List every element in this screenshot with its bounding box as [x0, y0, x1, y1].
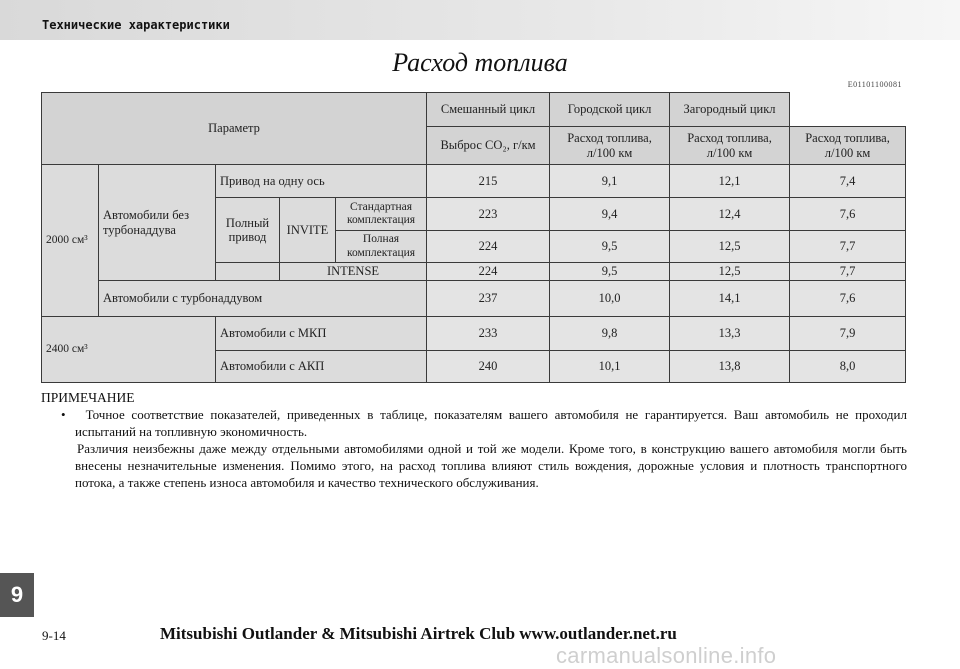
table-cell: 224 — [427, 263, 550, 281]
city-cycle-header: Городской цикл — [550, 93, 670, 127]
table-cell: 7,7 — [790, 231, 906, 263]
table-cell: 7,4 — [790, 165, 906, 198]
invite-label: INVITE — [280, 198, 336, 263]
page-title: Расход топлива — [392, 48, 568, 77]
highway-cycle-header: Загородный цикл — [670, 93, 790, 127]
table-cell: 12,5 — [670, 231, 790, 263]
at-label: Автомобили с АКП — [216, 351, 427, 383]
table-cell: 9,8 — [550, 317, 670, 351]
table-cell: 9,5 — [550, 231, 670, 263]
table-cell: 215 — [427, 165, 550, 198]
table-cell: 13,8 — [670, 351, 790, 383]
engine-2400-label: 2400 см³ — [42, 317, 216, 383]
awd-label: Полный привод — [216, 198, 280, 263]
document-code: E01101100081 — [847, 80, 902, 89]
note-bullet: • Точное соответствие показателей, приведенных в таблице, показателям вашего автомобиля не гарантируется. Ваш автомобиль не проходил испытаний на топливную экономичность. — [61, 407, 907, 439]
table-cell: 13,3 — [670, 317, 790, 351]
table-cell: 10,1 — [550, 351, 670, 383]
param-header: Параметр — [42, 93, 427, 165]
table-cell: 7,6 — [790, 281, 906, 317]
table-cell: 9,1 — [550, 165, 670, 198]
table-cell: 12,5 — [670, 263, 790, 281]
table-cell: 237 — [427, 281, 550, 317]
standard-trim-label: Стандартная комплектация — [336, 198, 427, 231]
table-cell: 223 — [427, 198, 550, 231]
non-turbo-label: Автомобили без турбонаддува — [99, 165, 216, 281]
table-cell: 240 — [427, 351, 550, 383]
engine-2000-label: 2000 см³ — [42, 165, 99, 317]
table-cell: 224 — [427, 231, 550, 263]
note-bullet-text: Точное соответствие показателей, приведенных в таблице, показателям вашего автомобиля не гарантируется. Ваш автомобиль не проходил испытаний на топливную экономичность. — [75, 407, 907, 439]
table-cell: 7,9 — [790, 317, 906, 351]
table-cell: 12,4 — [670, 198, 790, 231]
fuel-consumption-table — [41, 92, 906, 383]
note-paragraph: Различия неизбежны даже между отдельными автомобилями одной и той же модели. Кроме того, в конструкцию вашего автомобиля могли быть внесены незначительные изменения. Помимо этого, на расход топлива влияют стиль вождения, дорожные условия и плотность транспортного потока, а также степень износа автомобиля и качество технического обслуживания. — [75, 441, 907, 490]
mt-label: Автомобили с МКП — [216, 317, 427, 351]
mixed-cycle-header: Смешанный цикл — [427, 93, 550, 127]
footer-club-text: Mitsubishi Outlander & Mitsubishi Airtrek Club www.outlander.net.ru — [160, 624, 677, 643]
section-header: Технические характеристики — [42, 18, 230, 32]
turbo-label: Автомобили с турбонаддувом — [99, 281, 427, 317]
intense-label: INTENSE — [280, 263, 427, 281]
fuel-subheader-highway: Расход топлива, л/100 км — [790, 127, 906, 165]
table-cell: 10,0 — [550, 281, 670, 317]
table-cell: 8,0 — [790, 351, 906, 383]
table-cell: 7,7 — [790, 263, 906, 281]
table-cell: 9,4 — [550, 198, 670, 231]
full-trim-label: Полная комплектация — [336, 231, 427, 263]
table-cell: 12,1 — [670, 165, 790, 198]
fuel-subheader-mixed: Расход топлива, л/100 км — [550, 127, 670, 165]
chapter-tab: 9 — [0, 573, 34, 617]
table-cell: 9,5 — [550, 263, 670, 281]
table-cell: 233 — [427, 317, 550, 351]
table-cell: 7,6 — [790, 198, 906, 231]
awd-continued-cell — [216, 263, 280, 281]
co2-subheader: Выброс CO₂, г/км — [427, 127, 550, 165]
watermark: carmanualsonline.info — [556, 643, 777, 668]
fwd-label: Привод на одну ось — [216, 165, 427, 198]
fuel-subheader-city: Расход топлива, л/100 км — [670, 127, 790, 165]
note-heading: ПРИМЕЧАНИЕ — [41, 390, 135, 405]
page-number: 9-14 — [42, 628, 66, 643]
table-cell: 14,1 — [670, 281, 790, 317]
note-block — [41, 389, 907, 491]
